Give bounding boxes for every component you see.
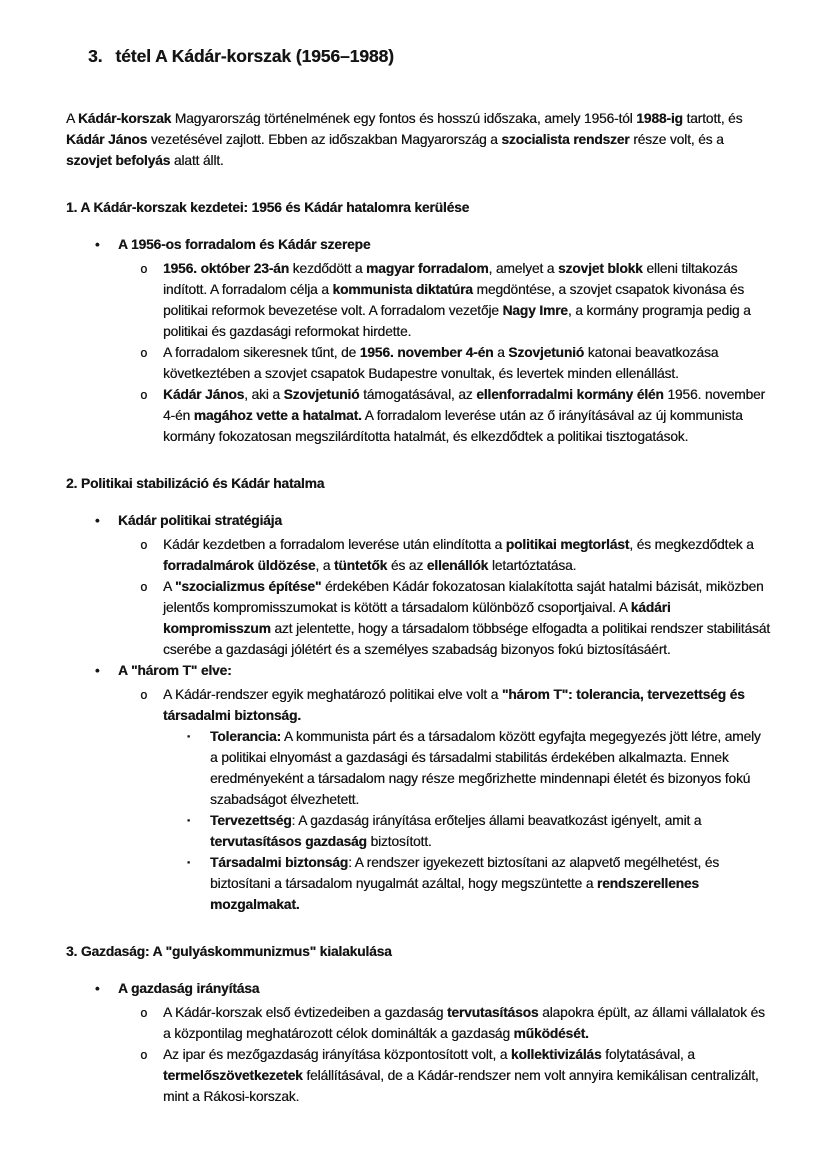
body-text: felállításával, de a Kádár-rendszer nem volt annyira kemikálisan centralizált, mint a Rákosi-korszak. xyxy=(163,1068,759,1104)
list-item-text xyxy=(163,537,754,573)
list-item-text xyxy=(163,345,718,381)
emphasis-text: működését. xyxy=(513,1026,589,1041)
body-text: , a kormány programja pedig a politikai és gazdasági reformokat hirdette. xyxy=(163,303,751,339)
emphasis-text: Nagy Imre xyxy=(502,303,568,318)
title-number: 3. xyxy=(88,46,103,66)
emphasis-text: A gazdaság irányítása xyxy=(118,981,260,996)
section-heading: 3. Gazdaság: A "gulyáskommunizmus" kialakulása xyxy=(66,944,392,959)
body-text: alatt állt. xyxy=(170,153,224,168)
body-text: érdekében Kádár fokozatosan kialakította saját hatalmi bázisát, miközben jelentős kompromisszumokat is kötött a társadalom különböző csoportjaival. A xyxy=(163,579,764,615)
list-item-text xyxy=(163,261,751,339)
list-item-text xyxy=(118,663,232,678)
emphasis-text: rendszerellenes mozgalmakat. xyxy=(210,876,699,912)
body-text: alapokra épült, az állami vállalatok és a központilag meghatározott célok dominálták a gazdaság xyxy=(163,1005,765,1041)
emphasis-text: 1956. november 4-én xyxy=(359,345,494,360)
list-item-level2 xyxy=(66,1044,770,1107)
body-text: A Kádár-rendszer egyik meghatározó politikai elve volt a xyxy=(163,687,502,702)
list-item-text xyxy=(163,579,770,657)
emphasis-text: Szovjetunió xyxy=(508,345,585,360)
body-text: kezdődött a xyxy=(288,261,367,276)
bullet-marker: o xyxy=(140,537,148,552)
bullet-marker: • xyxy=(95,513,100,528)
list-item-level1 xyxy=(66,660,770,681)
body-text: , a xyxy=(315,558,334,573)
list-item-text xyxy=(163,1047,759,1104)
emphasis-text: Kádár János xyxy=(66,132,148,147)
emphasis-text: 1956. október 23-án xyxy=(163,261,289,276)
emphasis-text: Kádár politikai stratégiája xyxy=(118,513,282,528)
body-text: folytatásával, a xyxy=(601,1047,695,1062)
emphasis-text: kollektivizálás xyxy=(510,1047,602,1062)
bullet-marker: o xyxy=(140,1005,148,1020)
title-text: tétel A Kádár-korszak (1956–1988) xyxy=(115,46,394,66)
list-item-text xyxy=(163,1005,765,1041)
emphasis-text: politikai megtorlást xyxy=(505,537,630,552)
document-title xyxy=(88,44,770,68)
list-item-level2 xyxy=(66,342,770,384)
list-item-level2 xyxy=(66,684,770,726)
emphasis-text: Társadalmi biztonság xyxy=(210,855,349,870)
list-item-level3 xyxy=(66,726,770,810)
body-text: Kádár kezdetben a forradalom leverése után elindította a xyxy=(163,537,506,552)
body-text: A Kádár-korszak első évtizedeiben a gazdaság xyxy=(163,1005,447,1020)
body-text: megdöntése, a szovjet csapatok kivonása és politikai reformok bevezetése volt. A forradalom vezetője xyxy=(163,282,745,318)
emphasis-text: tüntetők xyxy=(333,558,388,573)
bullet-marker: • xyxy=(95,237,100,252)
list-item-text xyxy=(118,981,259,996)
bullet-marker: o xyxy=(140,387,148,402)
bullet-marker: ▪ xyxy=(187,857,190,867)
emphasis-text: 1988-ig xyxy=(636,111,683,126)
emphasis-text: ellenforradalmi kormány élén xyxy=(476,387,664,402)
body-text: A forradalom sikeresnek tűnt, de xyxy=(163,345,360,360)
body-text: letartóztatása. xyxy=(488,558,577,573)
list-item-text xyxy=(118,513,282,528)
body-text: : A rendszer igyekezett biztosítani az alapvető megélhetést, és biztosítani a társadalom nyugalmát azáltal, hogy megszüntette a xyxy=(210,855,720,891)
list-item-level1 xyxy=(66,978,770,999)
list-item-text xyxy=(163,687,745,723)
list-item-level2 xyxy=(66,576,770,660)
list-item-text xyxy=(210,855,719,912)
bullet-marker: • xyxy=(95,981,100,996)
body-text: tartott, és xyxy=(682,111,743,126)
body-text: azt jelentette, hogy a társadalom többsége elfogadta a politikai rendszer stabilitását cserébe a gazdasági jólétért és a személyes szabadság bizonyos fokú biztosításáért. xyxy=(163,621,770,657)
body-text: katonai beavatkozása következtében a szovjet csapatok Budapestre vonultak, és levertek minden ellenállást. xyxy=(163,345,719,381)
emphasis-text: magához vette a hatalmat. xyxy=(193,408,362,423)
emphasis-text: A "három T" elve: xyxy=(118,663,232,678)
bullet-marker: o xyxy=(140,345,148,360)
emphasis-text: A 1956-os forradalom és Kádár szerepe xyxy=(118,237,371,252)
emphasis-text: kommunista diktatúra xyxy=(332,282,473,297)
document-sections xyxy=(66,197,770,1107)
bullet-marker: o xyxy=(140,1047,148,1062)
emphasis-text: termelőszövetkezetek xyxy=(163,1068,303,1083)
intro-paragraph xyxy=(66,108,770,171)
emphasis-text: "három T": tolerancia, tervezettség és társadalmi biztonság. xyxy=(163,687,745,723)
list-item-level2 xyxy=(66,384,770,447)
emphasis-text: ellenállók xyxy=(426,558,489,573)
emphasis-text: tervutasításos gazdaság xyxy=(210,834,367,849)
body-text: vezetésével zajlott. Ebben az időszakban Magyarország a xyxy=(147,132,502,147)
body-text: Az ipar és mezőgazdaság irányítása központosított volt, a xyxy=(163,1047,511,1062)
body-text: A forradalom leverése után az ő irányításával az új kommunista kormány fokozatosan megszilárdította hatalmát, és elkezdődtek a politikai tisztogatások. xyxy=(163,408,743,444)
body-text: 1956. november 4-én xyxy=(163,387,765,423)
body-text: része volt, és a xyxy=(629,132,724,147)
emphasis-text: Szovjetunió xyxy=(283,387,360,402)
list-item-level2 xyxy=(66,258,770,342)
body-text: , amelyet a xyxy=(488,261,558,276)
bullet-marker: o xyxy=(140,687,148,702)
emphasis-text: tervutasításos xyxy=(446,1005,539,1020)
body-text: A xyxy=(66,111,78,126)
emphasis-text: szovjet befolyás xyxy=(66,153,171,168)
emphasis-text: Kádár János xyxy=(163,387,245,402)
list-item-level1 xyxy=(66,510,770,531)
bullet-marker: ▪ xyxy=(187,815,190,825)
body-text: és az xyxy=(387,558,427,573)
emphasis-text: magyar forradalom xyxy=(366,261,489,276)
body-text: , aki a xyxy=(244,387,284,402)
emphasis-text: forradalmárok üldözése xyxy=(163,558,316,573)
body-text: , és megkezdődtek a xyxy=(629,537,754,552)
body-text: A xyxy=(163,579,175,594)
list-item-level3 xyxy=(66,810,770,852)
bullet-marker: ▪ xyxy=(187,731,190,741)
emphasis-text: Kádár-korszak xyxy=(77,111,172,126)
emphasis-text: kádári kompromisszum xyxy=(163,600,671,636)
emphasis-text: "szocializmus építése" xyxy=(174,579,322,594)
list-item-text xyxy=(210,813,701,849)
body-text: támogatásával, az xyxy=(359,387,477,402)
body-text: Magyarország történelmének egy fontos és hosszú időszaka, amely 1956-tól xyxy=(171,111,637,126)
body-text: : A gazdaság irányítása erőteljes állami beavatkozást igényelt, amit a xyxy=(291,813,702,828)
section-heading: 2. Politikai stabilizáció és Kádár hatalma xyxy=(66,476,325,491)
list-item-level2 xyxy=(66,534,770,576)
emphasis-text: szovjet blokk xyxy=(558,261,643,276)
body-text: biztosított. xyxy=(366,834,432,849)
list-item-level2 xyxy=(66,1002,770,1044)
list-item-text xyxy=(163,387,765,444)
emphasis-text: szocialista rendszer xyxy=(501,132,630,147)
bullet-marker: o xyxy=(140,579,148,594)
body-text: a xyxy=(493,345,509,360)
bullet-marker: • xyxy=(95,663,100,678)
body-text: A kommunista párt és a társadalom között egyfajta megegyezés jött létre, amely a politikai elnyomást a gazdasági és társadalmi stabilitás érdekében alkalmazta. Ennek eredményeként a társadalom nagy része megőrizhette mindennapi életét és bizonyos fokú szabadságot élvezhetett. xyxy=(210,729,761,807)
list-item-text xyxy=(210,729,761,807)
list-item-text xyxy=(118,237,370,252)
emphasis-text: Tolerancia: xyxy=(210,729,281,744)
list-item-level3 xyxy=(66,852,770,915)
emphasis-text: Tervezettség xyxy=(210,813,292,828)
section-heading: 1. A Kádár-korszak kezdetei: 1956 és Kádár hatalomra kerülése xyxy=(66,200,470,215)
body-text: elleni tiltakozás indított. A forradalom célja a xyxy=(163,261,738,297)
list-item-level1 xyxy=(66,234,770,255)
bullet-marker: o xyxy=(140,261,148,276)
